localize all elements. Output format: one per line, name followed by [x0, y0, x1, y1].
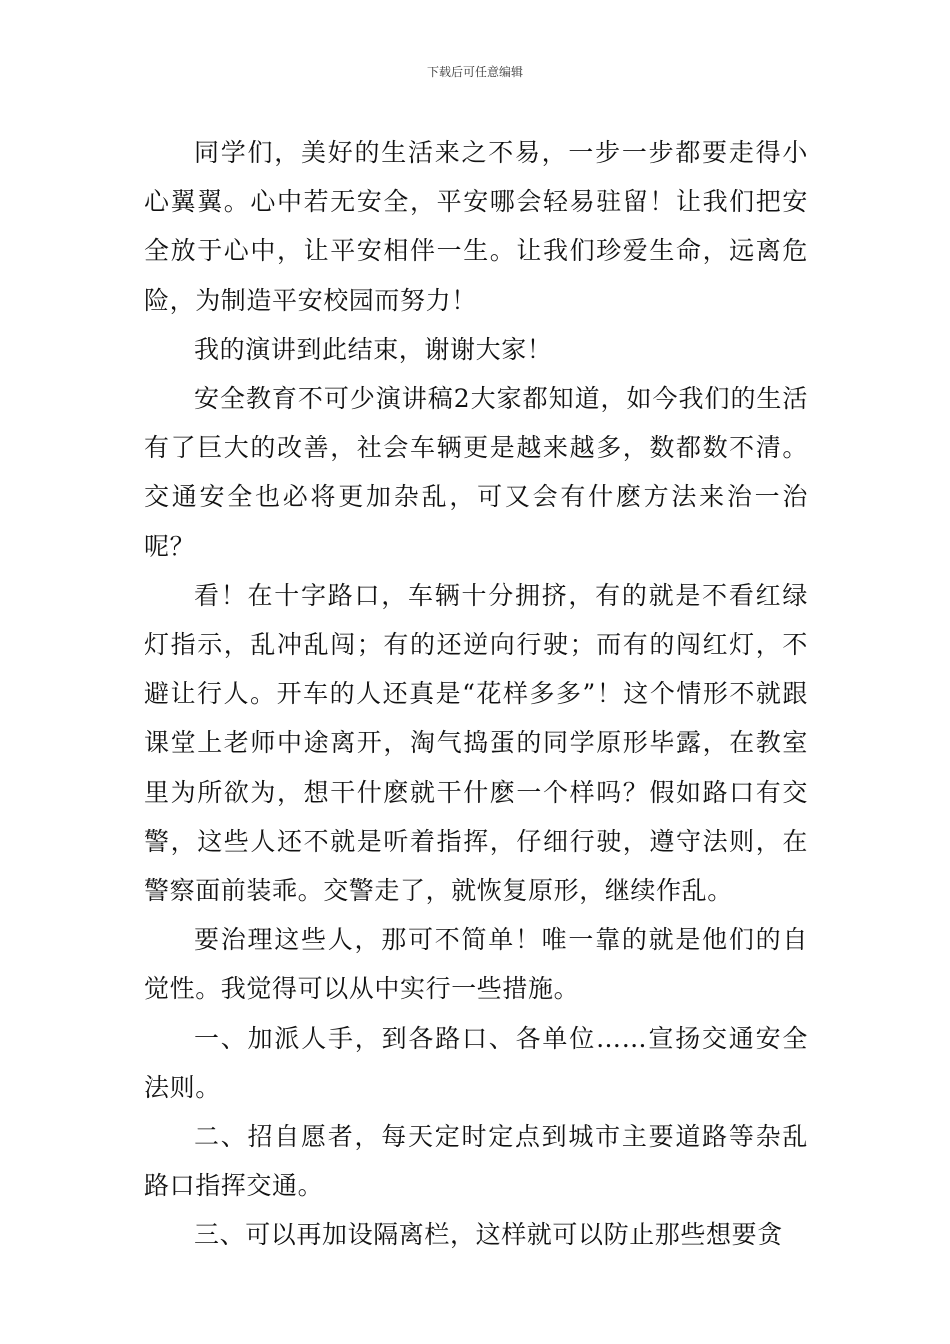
paragraph-4: 看！在十字路口，车辆十分拥挤，有的就是不看红绿灯指示，乱冲乱闯；有的还逆向行驶；而有的闯红灯，不避让行人。开车的人还真是“花样多多”！这个情形不就跟课堂上老师中途离开，淘气捣蛋的同学原形毕露，在教室里为所欲为，想干什麽就干什麽一个样吗？假如路口有交警，这些人还不就是听着指挥，仔细行驶，遵守法则，在警察面前装乖。交警走了，就恢复原形，继续作乱。 [144, 580, 808, 906]
paragraph-8: 三、可以再加设隔离栏，这样就可以防止那些想要贪 [194, 1220, 783, 1250]
paragraph-6: 一、加派人手，到各路口、各单位……宣扬交通安全法则。 [144, 1023, 808, 1102]
document-body [144, 128, 808, 1260]
paragraph-3: 安全教育不可少演讲稿2大家都知道，如今我们的生活有了巨大的改善，社会车辆更是越来越多，数都数不清。交通安全也必将更加杂乱，可又会有什麽方法来治一治呢？ [144, 384, 808, 561]
paragraph-7: 二、招自愿者，每天定时定点到城市主要道路等杂乱路口指挥交通。 [144, 1122, 808, 1201]
paragraph-2: 我的演讲到此结束，谢谢大家！ [194, 334, 553, 364]
paragraph-1: 同学们，美好的生活来之不易，一步一步都要走得小心翼翼。心中若无安全，平安哪会轻易驻留！让我们把安全放于心中，让平安相伴一生。让我们珍爱生命，远离危险，为制造平安校园而努力！ [144, 138, 808, 315]
paragraph-5: 要治理这些人，那可不简单！唯一靠的就是他们的自觉性。我觉得可以从中实行一些措施。 [144, 925, 808, 1004]
page-header: 下载后可任意编辑 [426, 65, 523, 79]
